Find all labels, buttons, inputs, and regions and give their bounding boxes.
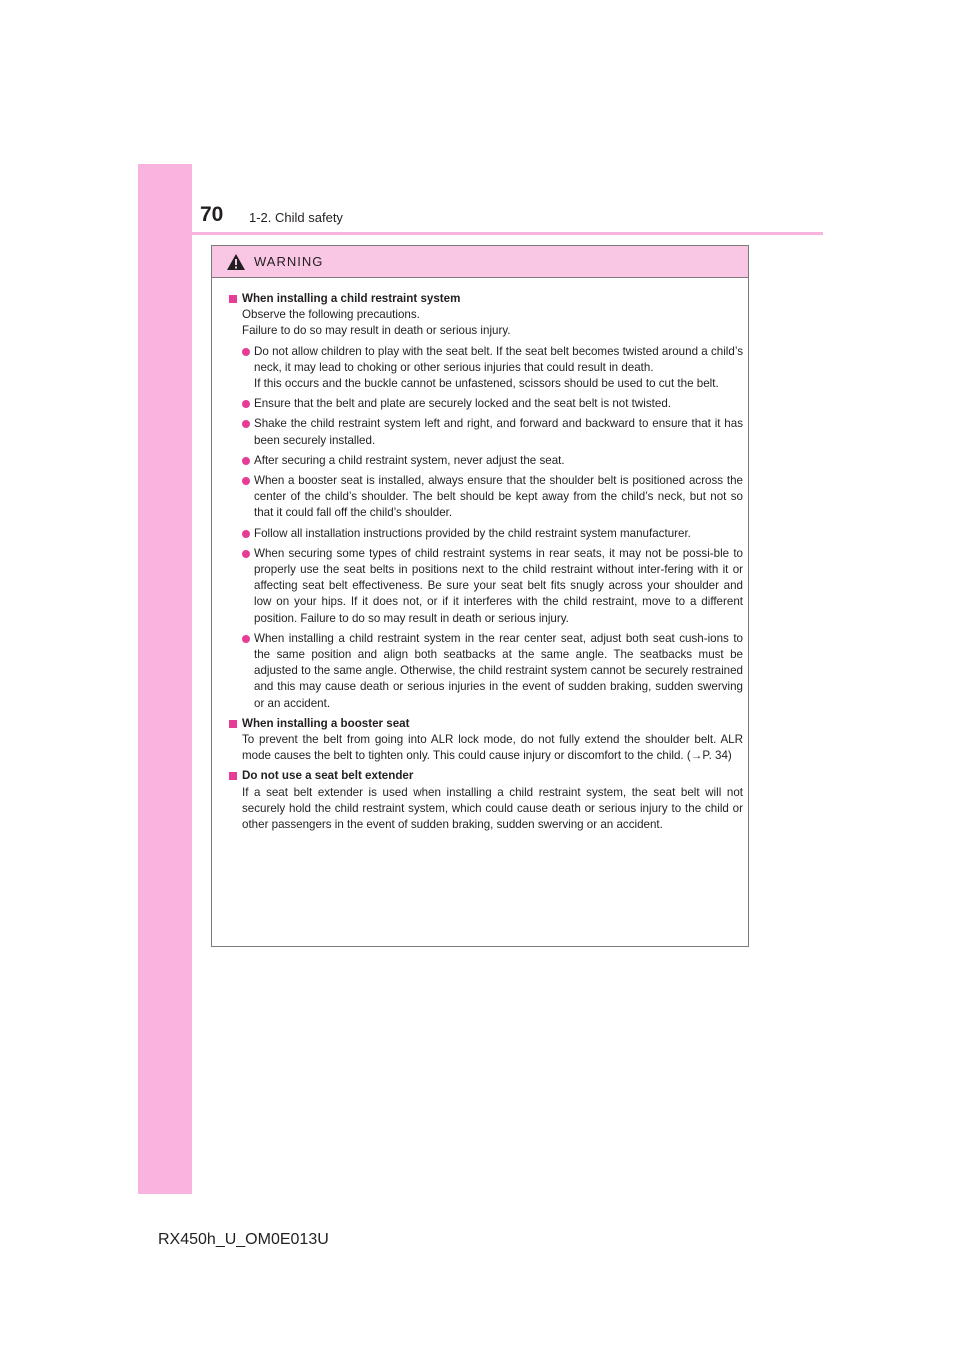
list-item: [242, 453, 743, 469]
section-heading-text: When installing a booster seat: [242, 716, 410, 730]
bullet-icon: [242, 550, 250, 558]
section-heading-text: Do not use a seat belt extender: [242, 769, 414, 783]
warning-header: [212, 246, 748, 278]
square-bullet-icon: [229, 720, 237, 728]
square-bullet-icon: [229, 772, 237, 780]
bullet-icon: [242, 635, 250, 643]
list-item-text: Do not allow children to play with the seat belt. If the seat belt becomes twisted around a child’s neck, it may lead to choking or other serious injuries that could result in death. If this occurs and the buckle cannot be unfastened, scissors should be used to cut the belt.: [254, 344, 743, 391]
header-rule: [192, 232, 823, 235]
section-text: To prevent the belt from going into ALR lock mode, do not fully extend the shoulder belt. ALR mode causes the belt to tighten only. This could cause injury or discomfort to the child. (→P. 34): [242, 733, 743, 763]
section-text: Observe the following precautions. Failure to do so may result in death or serious injury.: [242, 308, 511, 338]
list-item: [242, 344, 743, 393]
list-item-text: When installing a child restraint system in the rear center seat, adjust both seat cush-ions to the same position and align both seatbacks at the same angle. The seatbacks must be adjusted to the same angle. Otherwise, the child restraint system cannot be securely restrained and this may cause death or serious injuries in the event of sudden braking, sudden swerving or an accident.: [254, 631, 743, 710]
warning-title: WARNING: [254, 254, 324, 269]
bullet-icon: [242, 420, 250, 428]
list-item: [242, 473, 743, 522]
section-heading-text: When installing a child restraint system: [242, 292, 461, 305]
bullet-icon: [242, 530, 250, 538]
bullet-icon: [242, 400, 250, 408]
footer-document-code: RX450h_U_OM0E013U: [158, 1231, 329, 1248]
warning-body: [212, 278, 748, 833]
list-item: [242, 526, 743, 542]
section-title: 1-2. Child safety: [249, 210, 343, 225]
section-heading: [228, 768, 743, 784]
square-bullet-icon: [229, 295, 237, 303]
section-heading: [228, 291, 743, 307]
list-item-text: Ensure that the belt and plate are securely locked and the seat belt is not twisted.: [254, 397, 671, 411]
warning-triangle-icon: [226, 253, 246, 271]
section-text: If a seat belt extender is used when installing a child restraint system, the seat belt will not securely hold the child restraint system, which could cause death or serious injury to the child or other passengers in the event of sudden braking, sudden swerving or an accident.: [242, 785, 743, 832]
list-item-text: After securing a child restraint system, never adjust the seat.: [254, 453, 565, 467]
page-number: 70: [200, 203, 224, 226]
list-item-text: Shake the child restraint system left and right, and forward and backward to ensure that it has been securely installed.: [254, 417, 743, 447]
bullet-icon: [242, 457, 250, 465]
list-item-text: Follow all installation instructions provided by the child restraint system manufacturer.: [254, 526, 691, 540]
list-item-text: When securing some types of child restraint systems in rear seats, it may not be possi-ble to properly use the seat belts in positions next to the child restraint without inter-fering with it or affecting seat belt effectiveness. Be sure your seat belt fits snugly across your shoulder and low on your hips. If it does not, or if it interferes with the child restraint, move to a different position. Failure to do so may result in death or serious injury.: [254, 546, 743, 625]
list-item: [242, 416, 743, 448]
list-item: [242, 396, 743, 412]
bullet-icon: [242, 348, 250, 356]
bullet-icon: [242, 477, 250, 485]
list-item: [242, 631, 743, 712]
list-item: [242, 546, 743, 627]
list-item-text: When a booster seat is installed, always ensure that the shoulder belt is positioned across the center of the child’s shoulder. The belt should be kept away from the child’s neck, but not so that it could fall off the child’s shoulder.: [254, 474, 743, 520]
warning-box: [211, 245, 749, 947]
side-color-band: [138, 164, 192, 1194]
section-heading: [228, 716, 743, 732]
